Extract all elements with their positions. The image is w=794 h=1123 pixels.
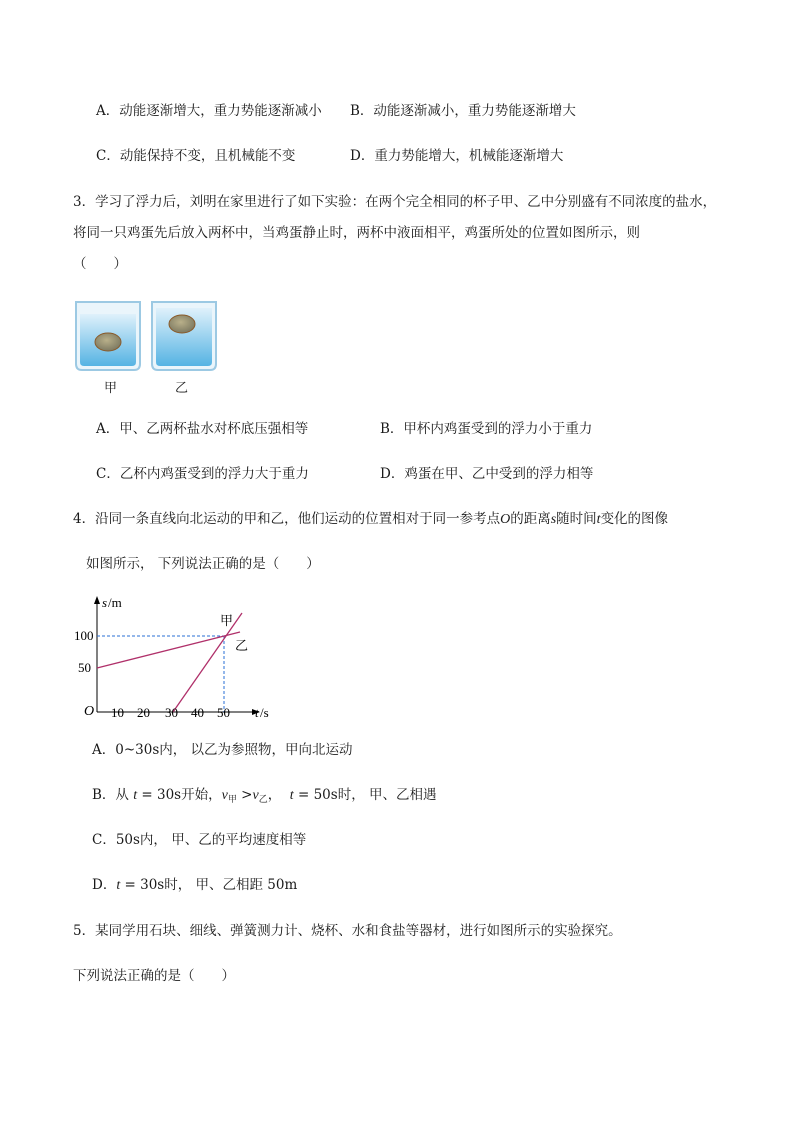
label-yi: 乙 bbox=[175, 381, 189, 396]
st-graph bbox=[70, 590, 280, 722]
x-tick-50: 50 bbox=[217, 705, 230, 720]
q5-stem-line2: 下列说法正确的是（ ） bbox=[73, 968, 235, 984]
q4-stem-line2: 如图所示， 下列说法正确的是（ ） bbox=[86, 556, 320, 572]
q4-stem-line1: 4．沿同一条直线向北运动的甲和乙，他们运动的位置相对于同一参考点O的距离s随时间t变化的图像 bbox=[73, 511, 669, 527]
q3-option-b: B．甲杯内鸡蛋受到的浮力小于重力 bbox=[380, 421, 593, 437]
q2-option-d: D．重力势能增大，机械能逐渐增大 bbox=[350, 148, 564, 164]
series-jia-label: 甲 bbox=[220, 613, 234, 628]
series-yi-label: 乙 bbox=[235, 638, 249, 653]
egg-yi bbox=[169, 315, 195, 333]
q2-option-c: C．动能保持不变，且机械能不变 bbox=[96, 148, 296, 164]
q4-option-c: C．50s内， 甲、乙的平均速度相等 bbox=[92, 832, 307, 848]
q4-option-d: D．t = 30s时， 甲、乙相距 50m bbox=[92, 877, 298, 893]
q4-option-b: B．从 t = 30s开始，$v_甲 >v_乙$， t = 50s时， 甲、乙相遇 bbox=[92, 787, 437, 805]
q5-stem-line1: 5．某同学用石块、细线、弹簧测力计、烧杯、水和食盐等器材，进行如图所示的实验探究。 bbox=[73, 923, 622, 939]
q3-stem-line1: 3．学习了浮力后，刘明在家里进行了如下实验：在两个完全相同的杯子甲、乙中分别盛有不同浓度的盐水， bbox=[73, 194, 717, 210]
y-tick-100: 100 bbox=[74, 628, 94, 643]
label-jia: 甲 bbox=[104, 381, 118, 396]
origin-label: O bbox=[84, 704, 95, 719]
y-tick-50: 50 bbox=[78, 660, 91, 675]
q3-option-d: D．鸡蛋在甲、乙中受到的浮力相等 bbox=[380, 466, 594, 482]
q3-option-a: A．甲、乙两杯盐水对杯底压强相等 bbox=[96, 421, 309, 437]
beaker-yi bbox=[152, 302, 216, 370]
q3-answer-paren: （ ） bbox=[73, 256, 127, 272]
series-yi-line bbox=[97, 632, 240, 668]
x-tick-40: 40 bbox=[191, 705, 204, 720]
y-label-var: s bbox=[102, 595, 108, 610]
x-label-unit: /s bbox=[260, 705, 269, 720]
x-tick-20: 20 bbox=[137, 705, 150, 720]
q3-option-c: C．乙杯内鸡蛋受到的浮力大于重力 bbox=[96, 466, 309, 482]
q3-stem-line2: 将同一只鸡蛋先后放入两杯中，当鸡蛋静止时，两杯中液面相平，鸡蛋所处的位置如图所示，则 bbox=[73, 225, 640, 241]
x-tick-10: 10 bbox=[111, 705, 124, 720]
q4-option-a: A．0~30s内， 以乙为参照物，甲向北运动 bbox=[92, 742, 353, 758]
q2-option-a: A．动能逐渐增大，重力势能逐渐减小 bbox=[96, 103, 322, 119]
beakers-figure bbox=[72, 298, 222, 376]
beaker-jia bbox=[76, 302, 140, 370]
x-label-var: t bbox=[255, 705, 259, 720]
y-axis-arrow bbox=[94, 596, 100, 604]
q2-option-b: B．动能逐渐减小，重力势能逐渐增大 bbox=[350, 103, 576, 119]
x-tick-30: 30 bbox=[165, 705, 178, 720]
egg-jia bbox=[95, 333, 121, 351]
y-label-unit: /m bbox=[108, 595, 122, 610]
